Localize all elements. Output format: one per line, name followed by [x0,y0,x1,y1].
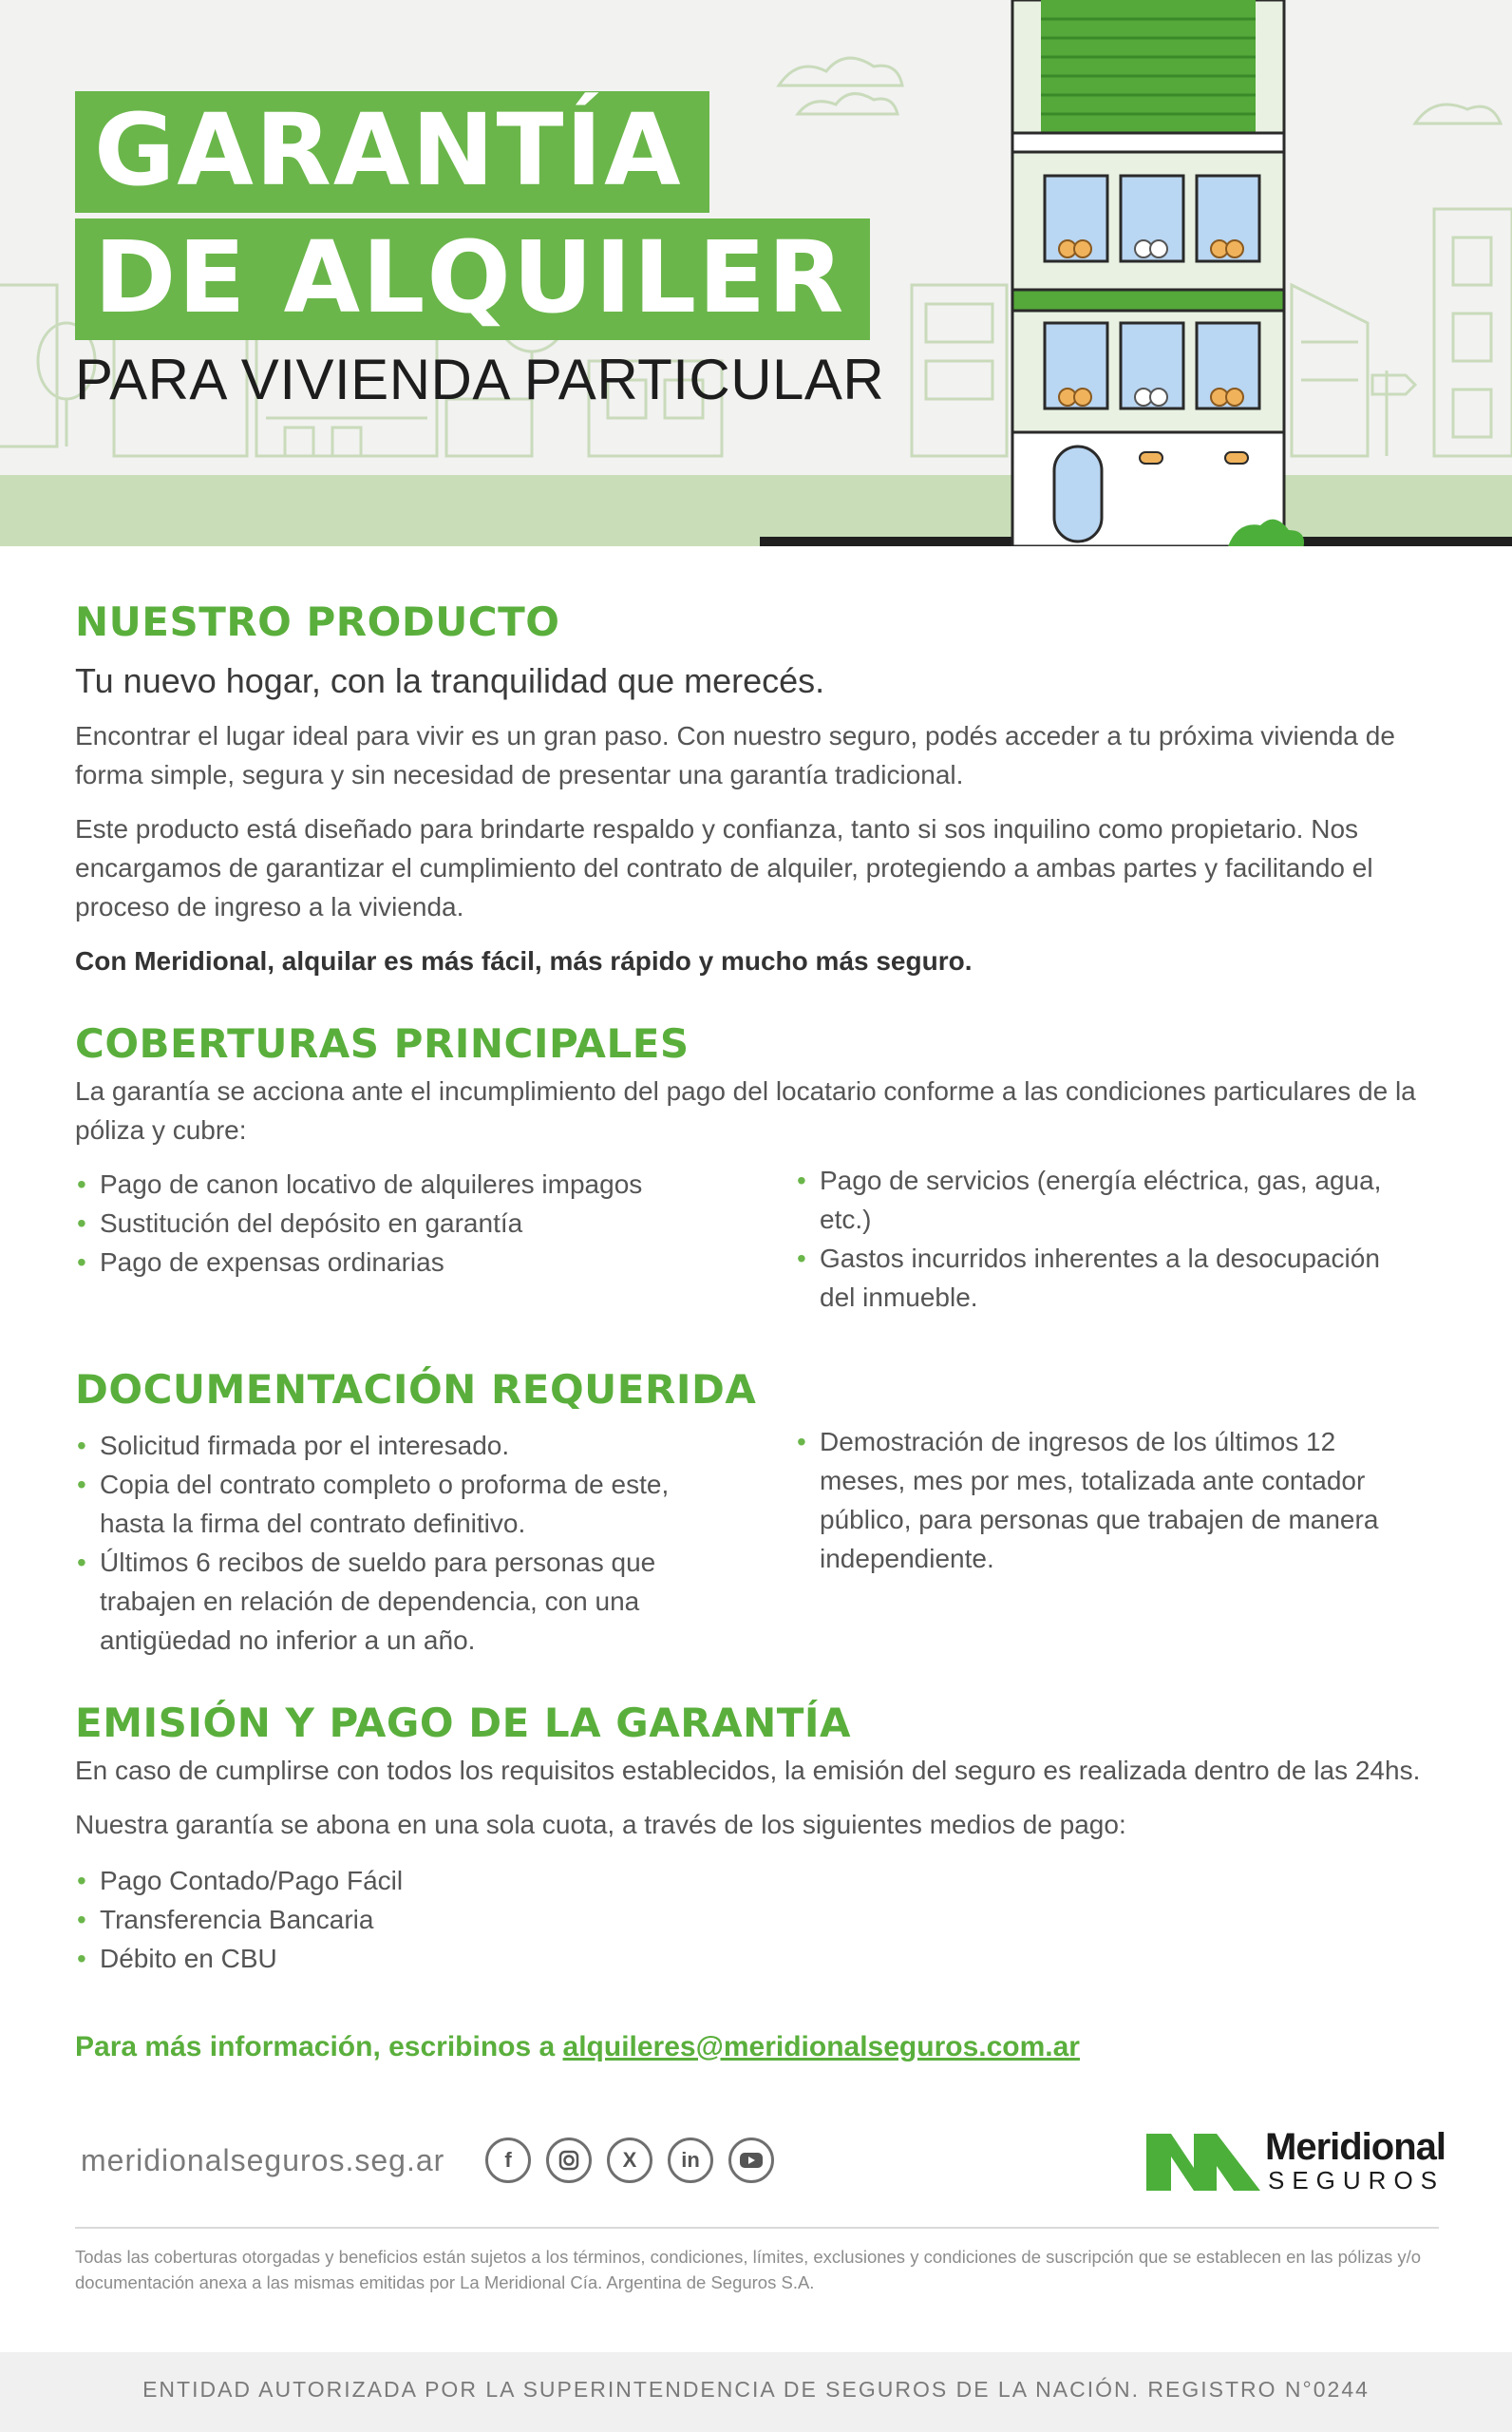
linkedin-icon[interactable]: in [668,2138,713,2183]
coverages-lists [75,1165,1439,1317]
brand-name: Meridional [1265,2126,1446,2168]
list-item: • Transferencia Bancaria [75,1900,1439,1939]
bullet-icon: • [77,1943,86,1973]
emission-heading: EMISIÓN Y PAGO DE LA GARANTÍA [75,1699,852,1746]
emission-paragraph-1: En caso de cumplirse con todos los requisitos establecidos, la emisión del seguro es realizada dentro de las 24hs. [75,1755,1421,1785]
documentation-list-right [795,1422,1422,1660]
main-content [75,600,1439,2063]
emission-paragraph-2: Nuestra garantía se abona en una sola cuota, a través de los siguientes medios de pago: [75,1809,1126,1839]
coverages-heading: COBERTURAS PRINCIPALES [75,1020,690,1068]
documentation-section [75,1368,1439,1659]
footer-row [75,2126,1446,2196]
title-block [75,91,884,409]
page-subtitle: PARA VIVIENDA PARTICULAR [75,348,885,411]
coverages-list-left [75,1165,795,1317]
bullet-icon: • [797,1244,806,1274]
list-item: • Pago de expensas ordinarias [75,1243,795,1282]
meridional-logo-mark [1146,2130,1260,2191]
coverages-section [75,1022,1439,1317]
bullet-icon: • [797,1166,806,1196]
bullet-icon: • [77,1247,86,1278]
product-closing: Con Meridional, alquilar es más fácil, más rápido y mucho más seguro. [75,946,973,977]
title-line-1: GARANTÍA [75,91,709,213]
contact-line [75,2031,1439,2063]
documentation-lists [75,1426,1439,1660]
legal-disclaimer: Todas las coberturas otorgadas y beneficios están sujetos a los términos, condiciones, límites, exclusiones y condiciones de suscripción que se establecen en las pólizas y/o documentación anexa a las mismas emitidas por La Meridional Cía. Argentina de Seguros S.A. [75,2247,1422,2292]
instagram-icon[interactable] [546,2138,592,2183]
youtube-icon[interactable] [728,2138,774,2183]
list-item: • Pago de canon locativo de alquileres impagos [75,1165,795,1204]
documentation-list-left [75,1426,795,1660]
coverages-intro: La garantía se acciona ante el incumplimiento del pago del locatario conforme a las condiciones particulares de la póliza y cubre: [75,1076,1416,1146]
contact-email-link[interactable]: alquileres@meridionalseguros.com.ar [562,2030,1080,2062]
bullet-icon: • [77,1469,86,1499]
list-item: • Solicitud firmada por el interesado. [75,1426,671,1465]
hero-banner [0,0,1512,546]
product-lead: Tu nuevo hogar, con la tranquilidad que merecés. [75,661,825,701]
brand-subtitle: SEGUROS [1268,2166,1446,2194]
bullet-icon: • [77,1904,86,1934]
website-link[interactable]: meridionalseguros.seg.ar [81,2143,445,2177]
list-item: • Copia del contrato completo o proforma de este, hasta la firma del contrato definitivo. [75,1465,671,1543]
list-item: • Sustitución del depósito en garantía [75,1204,795,1243]
social-links [485,2138,789,2183]
list-item: • Pago de servicios (energía eléctrica, gas, agua, etc.) [795,1161,1403,1239]
list-item: • Pago Contado/Pago Fácil [75,1861,1439,1900]
bullet-icon: • [797,1426,806,1456]
bullet-icon: • [77,1208,86,1239]
emission-section [75,1701,1439,1978]
list-item: • Últimos 6 recibos de sueldo para personas que trabajen en relación de dependencia, con una antigüedad no inferior a un año. [75,1543,671,1660]
title-line-2: DE ALQUILER [75,218,870,340]
bullet-icon: • [77,1430,86,1460]
list-item: • Débito en CBU [75,1939,1439,1978]
footer-divider [75,2227,1439,2229]
regulator-bar [0,2352,1512,2432]
product-paragraph-1: Encontrar el lugar ideal para vivir es un gran paso. Con nuestro seguro, podés acceder a tu próxima vivienda de forma simple, segura y sin necesidad de presentar una garantía tradicional. [75,721,1395,790]
meridional-logo [1146,2126,1446,2194]
bullet-icon: • [77,1865,86,1895]
list-item: • Gastos incurridos inherentes a la desocupación del inmueble. [795,1239,1403,1317]
bullet-icon: • [77,1169,86,1200]
list-item: • Demostración de ingresos de los últimos 12 meses, mes por mes, totalizada ante contador público, para personas que trabajen de manera independiente. [795,1422,1384,1578]
product-paragraph-2: Este producto está diseñado para brindarte respaldo y confianza, tanto si sos inquilino como propietario. Nos encargamos de garantizar el cumplimiento del contrato de alquiler, protegiendo a ambas partes y facilitando el proceso de ingreso a la vivienda. [75,814,1373,922]
bullet-icon: • [77,1547,86,1577]
documentation-heading: DOCUMENTACIÓN REQUERIDA [75,1366,757,1414]
regulator-text: ENTIDAD AUTORIZADA POR LA SUPERINTENDENCIA DE SEGUROS DE LA NACIÓN. REGISTRO N°0244 [142,2377,1370,2402]
x-icon[interactable]: X [607,2138,652,2183]
payment-methods-list [75,1861,1439,1978]
product-section [75,600,1439,980]
facebook-icon[interactable]: f [485,2138,531,2183]
product-heading: NUESTRO PRODUCTO [75,598,560,645]
coverages-list-right [795,1161,1403,1317]
contact-text: Para más información, escribinos a [75,2030,563,2062]
